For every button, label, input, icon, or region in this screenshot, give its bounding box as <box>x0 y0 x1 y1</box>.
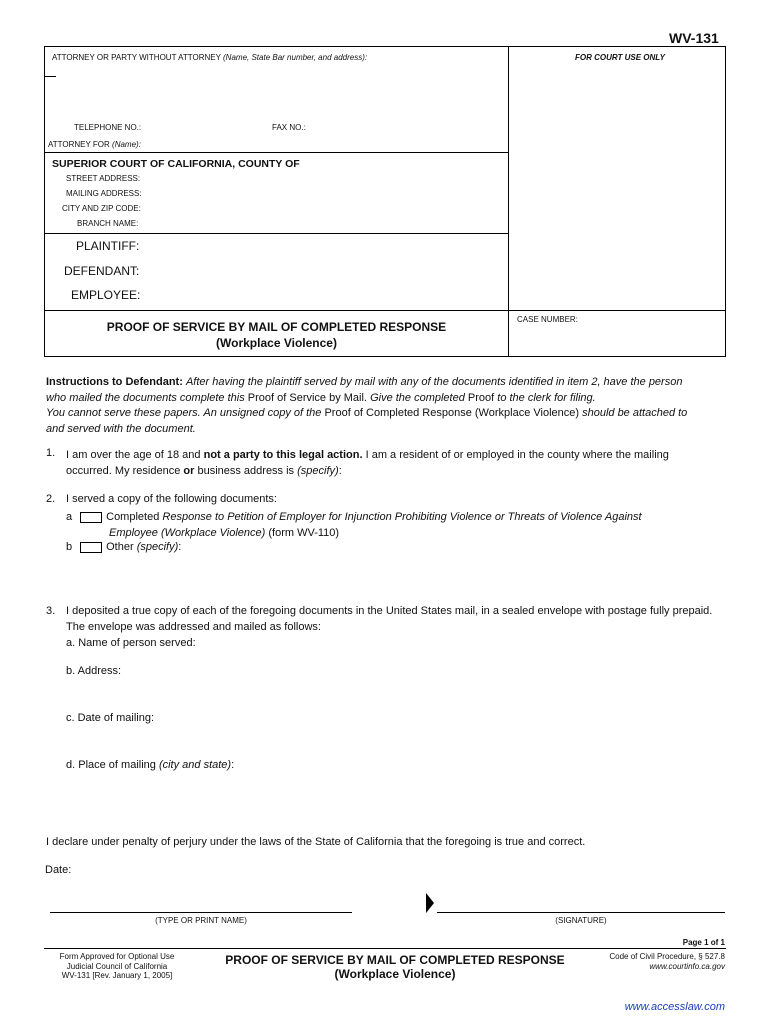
footer-code: Code of Civil Procedure, § 527.8 <box>609 952 725 961</box>
instructions-label: Instructions to Defendant: <box>46 376 183 388</box>
item-3b: b. Address: <box>66 665 122 677</box>
item-1-a: I am over the age of 18 and <box>66 449 201 461</box>
footer-title-2: (Workplace Violence) <box>334 967 456 981</box>
instructions-line-2e: to the clerk for filing. <box>497 391 596 404</box>
attorney-for-text: ATTORNEY FOR <box>48 140 110 149</box>
instructions-line-2d: Proof <box>467 391 495 404</box>
type-name-label: (TYPE OR PRINT NAME) <box>155 916 247 925</box>
item-2b-row <box>66 541 181 553</box>
attorney-label <box>52 53 367 62</box>
item-3d-text: d. Place of mailing <box>66 759 156 771</box>
footer-left-3: WV-131 [Rev. January 1, 2005] <box>61 971 173 980</box>
item-2a-row <box>66 509 642 541</box>
instructions-line-4: and served with the document. <box>46 422 196 435</box>
signature-label: (SIGNATURE) <box>555 916 607 925</box>
attorney-label-text: ATTORNEY OR PARTY WITHOUT ATTORNEY <box>52 53 221 62</box>
footer-rule <box>44 948 726 949</box>
item-3d-hint: (city and state) <box>158 759 232 771</box>
attorney-for-hint: (Name): <box>112 140 141 149</box>
item-1-f: business address is <box>197 465 295 477</box>
item-3d-colon: : <box>231 759 235 771</box>
case-number-label: CASE NUMBER: <box>517 315 578 324</box>
item-1-number: 1. <box>46 447 56 459</box>
instructions-line-2c: Give the completed <box>370 391 465 404</box>
item-2b-label: b <box>66 541 73 553</box>
declaration: I declare under penalty of perjury under the laws of the State of California that the foregoing is true and correct. <box>46 836 586 848</box>
item-2b-colon: : <box>178 541 182 553</box>
attorney-for-label <box>48 140 141 149</box>
instructions-line-3c: should be attached to <box>582 407 688 419</box>
item-2a-form: (form WV-110) <box>268 527 340 539</box>
instructions-line-1: After having the plaintiff served by mail with any of the documents identified in item 2, have the person <box>185 376 683 388</box>
item-2-text: I served a copy of the following documents: <box>66 493 277 505</box>
item-1-e: or <box>183 465 195 477</box>
item-2a-doc-title-2: Employee (Workplace Violence) <box>109 527 266 539</box>
form-subtitle: (Workplace Violence) <box>216 336 337 350</box>
name-line[interactable] <box>50 912 352 913</box>
instructions-line-2a: who mailed the documents complete this <box>46 391 245 404</box>
signature-line[interactable] <box>437 912 725 913</box>
item-1-b: not a party to this legal action. <box>203 449 363 461</box>
item-2a-checkbox[interactable] <box>80 512 102 523</box>
footer-left-1: Form Approved for Optional Use <box>59 952 175 961</box>
instructions <box>46 375 687 437</box>
street-address-label: STREET ADDRESS: <box>66 174 141 183</box>
telephone-label: TELEPHONE NO.: <box>74 123 142 132</box>
attorney-hint: (Name, State Bar number, and address): <box>223 53 368 62</box>
page-number: Page 1 of 1 <box>682 938 725 947</box>
instructions-line-3b: Proof of Completed Response (Workplace Violence) <box>324 407 580 419</box>
item-2a-doc-title: Response to Petition of Employer for Injunction Prohibiting Violence or Threats of Violence Against <box>162 511 642 523</box>
item-2b-specify: (specify) <box>136 541 179 553</box>
court-title: SUPERIOR COURT OF CALIFORNIA, COUNTY OF <box>52 158 300 170</box>
item-3d <box>66 759 234 771</box>
item-3-number: 3. <box>46 605 56 617</box>
footer-left-2: Judicial Council of California <box>66 961 168 971</box>
defendant-label: DEFENDANT: <box>64 264 140 278</box>
employee-label: EMPLOYEE: <box>71 288 141 302</box>
item-1-g: (specify) <box>297 465 339 477</box>
footer-right <box>580 952 725 972</box>
signature-arrow-icon <box>425 892 435 914</box>
city-zip-label: CITY AND ZIP CODE: <box>62 204 141 213</box>
instructions-line-3a: You cannot serve these papers. An unsigned copy of the <box>46 407 322 419</box>
plaintiff-label: PLAINTIFF: <box>76 239 140 253</box>
item-2-number: 2. <box>46 493 56 505</box>
item-1-h: : <box>338 465 342 477</box>
item-2b-other: Other <box>106 541 134 553</box>
date-label: Date: <box>45 864 72 876</box>
item-1-text <box>66 447 669 479</box>
item-1-d: occurred. My residence <box>66 465 181 477</box>
item-3-line-2: The envelope was addressed and mailed as follows: <box>66 621 321 633</box>
footer-left <box>44 952 190 981</box>
item-3c: c. Date of mailing: <box>66 712 155 724</box>
footer-title-1: PROOF OF SERVICE BY MAIL OF COMPLETED RESPONSE <box>225 953 565 967</box>
item-2b-checkbox[interactable] <box>80 542 102 553</box>
accesslaw-link[interactable]: www.accesslaw.com <box>624 1001 725 1013</box>
court-use-label: FOR COURT USE ONLY <box>575 53 665 62</box>
form-title: PROOF OF SERVICE BY MAIL OF COMPLETED RESPONSE <box>106 320 447 334</box>
instructions-line-2b: Proof of Service by Mail. <box>247 391 367 404</box>
branch-name-label: BRANCH NAME: <box>77 219 139 228</box>
footer-title <box>190 953 600 981</box>
item-2a-completed: Completed <box>106 511 160 523</box>
item-3a: a. Name of person served: <box>66 637 196 649</box>
form-number: WV-131 <box>669 30 719 46</box>
footer-courtinfo-link[interactable]: www.courtinfo.ca.gov <box>649 962 725 971</box>
item-1-c: I am a resident of or employed in the county where the mailing <box>365 449 669 461</box>
fax-label: FAX NO.: <box>272 123 306 132</box>
item-3-line-1: I deposited a true copy of each of the foregoing documents in the United States mail, in a sealed envelope with postage fully prepaid. <box>66 605 713 617</box>
item-2a-label: a <box>66 511 73 523</box>
mailing-address-label: MAILING ADDRESS: <box>66 189 142 198</box>
